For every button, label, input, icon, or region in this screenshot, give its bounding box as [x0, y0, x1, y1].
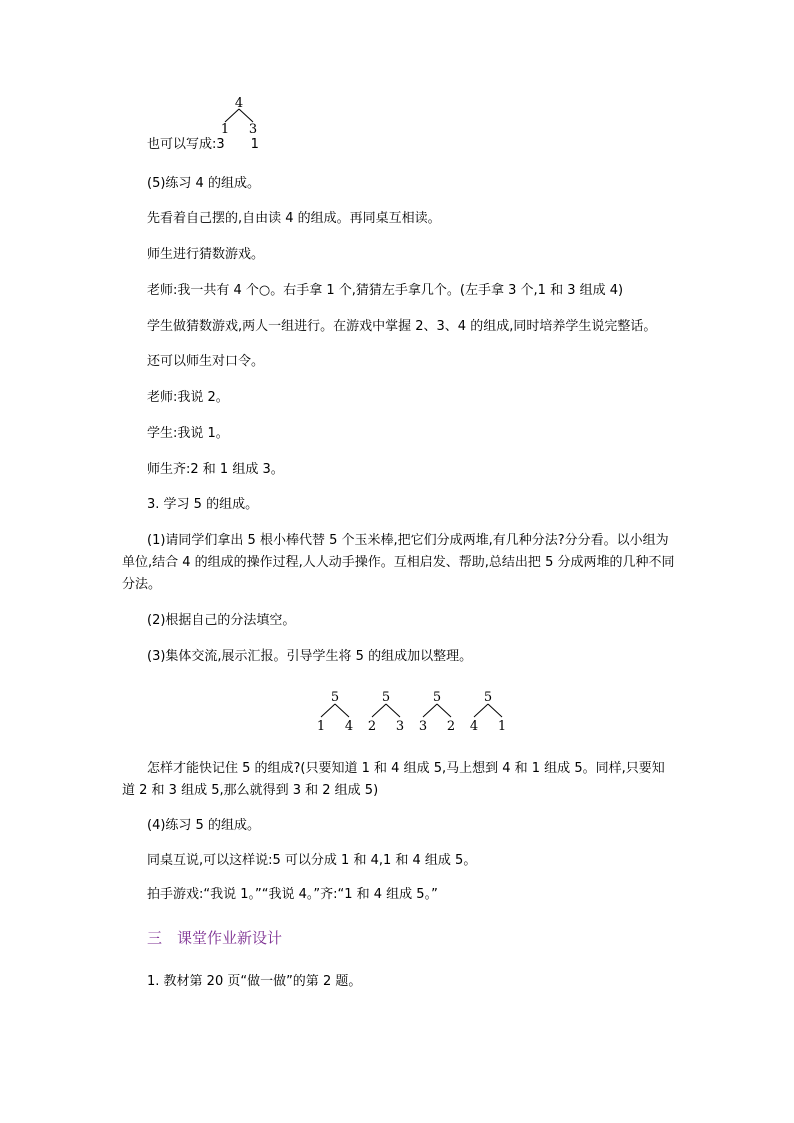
guess-game-line: 师生进行猜数游戏。 — [147, 247, 265, 262]
tree-right: 3 — [395, 719, 405, 734]
tree-branch-left — [321, 704, 335, 717]
tree-root: 5 — [381, 690, 391, 705]
tree-left: 4 — [469, 719, 479, 734]
tree-branch-right — [239, 109, 253, 122]
desk-mate-line: 同桌互说,可以这样说:5 可以分成 1 和 4,1 和 4 组成 5。 — [147, 853, 477, 868]
tree-root: 5 — [330, 690, 340, 705]
tree-left: 3 — [418, 719, 428, 734]
step2-line: (2)根据自己的分法填空。 — [147, 613, 296, 628]
homework-1-line: 1. 教材第 20 页“做一做”的第 2 题。 — [147, 974, 362, 989]
tree-branch-left — [423, 704, 437, 717]
tree-root: 5 — [432, 690, 442, 705]
tree-branch-right — [335, 704, 349, 717]
student-say-line: 学生:我说 1。 — [147, 426, 229, 441]
tree-left: 1 — [316, 719, 326, 734]
composition-tree-5-4 — [470, 690, 506, 734]
learn-5-line: 3. 学习 5 的组成。 — [147, 497, 259, 512]
section-heading: 三 课堂作业新设计 — [147, 929, 283, 947]
tree-branch-left — [474, 704, 488, 717]
tree-branch-right — [386, 704, 400, 717]
clap-game-line: 拍手游戏:“我说 1。”“我说 4。”齐:“1 和 4 组成 5。” — [147, 887, 438, 902]
step1-paragraph: (1)请同学们拿出 5 根小棒代替 5 个玉米棒,把它们分成两堆,有几种分法?分分看。以小组为单位,结合 4 的组成的操作过程,人人动手操作。互相启发、帮助,总结出把 5 分成两堆的几种不同分法。 — [122, 533, 675, 592]
counter-talk-line: 还可以师生对口令。 — [147, 354, 265, 369]
tree-left: 2 — [367, 719, 377, 734]
teacher-guess-line: 老师:我一共有 4 个○。右手拿 1 个,猜猜左手拿几个。(左手拿 3 个,1 和 3 组成 4) — [147, 283, 624, 298]
composition-trees-5 — [310, 688, 510, 736]
tree-branch-left — [372, 704, 386, 717]
tree-branch-right — [437, 704, 451, 717]
tree-root: 5 — [483, 690, 493, 705]
remember-paragraph: 怎样才能快记住 5 的组成?(只要知道 1 和 4 组成 5,马上想到 4 和 1 组成 5。同样,只要知道 2 和 3 组成 5,那么就得到 3 和 2 组成 5) — [122, 761, 665, 798]
tree-root: 4 — [234, 96, 244, 111]
student-game-line: 学生做猜数游戏,两人一组进行。在游戏中掌握 2、3、4 的组成,同时培养学生说完整话。 — [147, 319, 657, 334]
read-4-line: 先看着自己摆的,自由读 4 的组成。再同桌互相读。 — [147, 211, 441, 226]
teacher-say-line: 老师:我说 2。 — [147, 390, 229, 405]
also-write-line: 也可以写成:3 1 — [147, 137, 259, 152]
step3-line: (3)集体交流,展示汇报。引导学生将 5 的组成加以整理。 — [147, 649, 473, 664]
together-line: 师生齐:2 和 1 组成 3。 — [147, 462, 284, 477]
practice-4-line: (5)练习 4 的组成。 — [147, 176, 260, 191]
composition-tree-5-2 — [368, 690, 404, 734]
tree-right: 1 — [497, 719, 507, 734]
composition-tree-4 — [215, 94, 265, 134]
practice-5-line: (4)练习 5 的组成。 — [147, 818, 260, 833]
tree-right: 3 — [248, 122, 258, 134]
composition-tree-5-1 — [317, 690, 353, 734]
tree-branch-left — [225, 109, 239, 122]
tree-branch-right — [488, 704, 502, 717]
tree-right: 4 — [344, 719, 354, 734]
tree-right: 2 — [446, 719, 456, 734]
composition-tree-5-3 — [419, 690, 455, 734]
tree-left: 1 — [220, 122, 230, 134]
